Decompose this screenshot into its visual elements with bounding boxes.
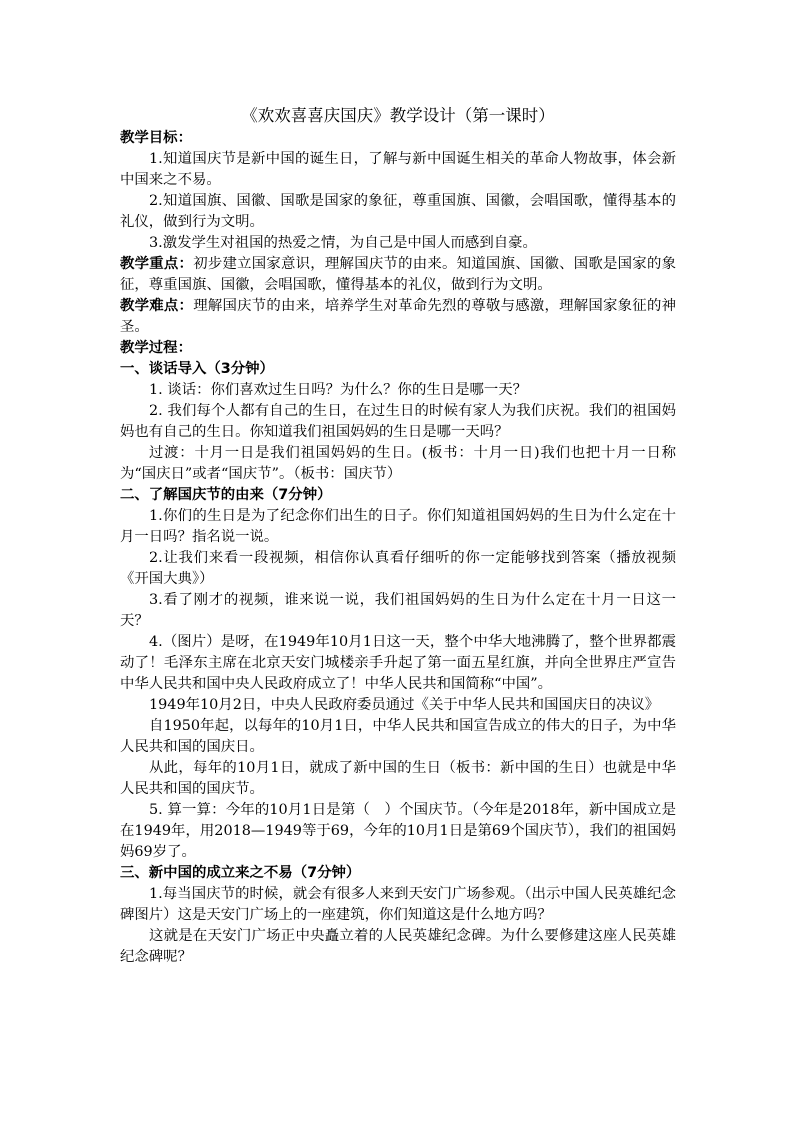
difficulty-label: 教学难点： [120,298,194,314]
section-1-paragraph: 过渡：十月一日是我们祖国妈妈的生日。(板书：十月一日)我们也把十月一日称为“国庆日”或者“国庆节”。（板书：国庆节） [120,445,676,482]
section-2-paragraph: 3.看了刚才的视频，谁来说一说，我们祖国妈妈的生日为什么定在十月一日这一天？ [120,592,676,629]
objective-item-3: 3.激发学生对祖国的热爱之情，为自己是中国人而感到自豪。 [149,235,537,251]
process-heading: 教学过程： [120,340,192,356]
objective-item-2: 2.知道国旗、国徽、国歌是国家的象征，尊重国旗、国徽，会唱国歌，懂得基本的礼仪，做到行为文明。 [120,193,676,230]
section-1-title: 一、谈话导入（3分钟） [120,361,274,377]
section-3-title: 三、新中国的成立来之不易（7分钟） [120,865,361,881]
objectives-heading: 教学目标： [120,130,192,146]
document-page [120,104,676,968]
difficulty-text: 理解国庆节的由来，培养学生对革命先烈的尊敬与感激，理解国家象征的神圣。 [120,298,676,335]
key-point-label: 教学重点： [120,256,194,272]
key-point-paragraph [120,254,676,296]
section-1-paragraph: 2. 我们每个人都有自己的生日，在过生日的时候有家人为我们庆祝。我们的祖国妈妈也有自己的生日。你知道我们祖国妈妈的生日是哪一天吗？ [120,403,676,440]
section-2-paragraph: 4.（图片）是呀，在1949年10月1日这一天，整个中华大地沸腾了，整个世界都震动了！毛泽东主席在北京天安门城楼亲手升起了第一面五星红旗，并向全世界庄严宣告中华人民共和国中央人民政府成立了！中华人民共和国简称“中国”。 [120,634,676,692]
section-3-paragraph: 1.每当国庆节的时候，就会有很多人来到天安门广场参观。（出示中国人民英雄纪念碑图片）这是天安门广场上的一座建筑，你们知道这是什么地方吗？ [120,886,676,923]
section-2-paragraph: 从此，每年的10月1日，就成了新中国的生日（板书：新中国的生日）也就是中华人民共和国的国庆节。 [120,760,676,797]
section-2-paragraph: 自1950年起，以每年的10月1日，中华人民共和国宣告成立的伟大的日子，为中华人民共和国的国庆日。 [120,718,676,755]
section-2-paragraph: 1949年10月2日，中央人民政府委员通过《关于中华人民共和国国庆日的决议》 [149,697,660,713]
section-1-paragraph: 1. 谈话：你们喜欢过生日吗？为什么？你的生日是哪一天？ [149,382,528,398]
key-point-text: 初步建立国家意识，理解国庆节的由来。知道国旗、国徽、国歌是国家的象征，尊重国旗、国徽，会唱国歌，懂得基本的礼仪，做到行为文明。 [120,256,676,293]
section-2-paragraph: 2.让我们来看一段视频，相信你认真看仔细听的你一定能够找到答案（播放视频《开国大典》） [120,550,676,587]
section-3-paragraph: 这就是在天安门广场正中央矗立着的人民英雄纪念碑。为什么要修建这座人民英雄纪念碑呢？ [120,928,676,965]
document-title: 《欢欢喜喜庆国庆》教学设计（第一课时） [241,106,555,125]
objective-item-1: 1.知道国庆节是新中国的诞生日，了解与新中国诞生相关的革命人物故事，体会新中国来之不易。 [120,151,676,188]
difficulty-paragraph [120,296,676,338]
section-2-title: 二、了解国庆节的由来（7分钟） [120,487,332,503]
section-2-paragraph: 5. 算一算：今年的10月1日是第（ ）个国庆节。（今年是2018年，新中国成立是在1949年，用2018—1949等于69，今年的10月1日是第69个国庆节），我们的祖国妈妈69岁了。 [120,802,676,860]
section-2-paragraph: 1.你们的生日是为了纪念你们出生的日子。你们知道祖国妈妈的生日为什么定在十月一日吗？指名说一说。 [120,508,676,545]
